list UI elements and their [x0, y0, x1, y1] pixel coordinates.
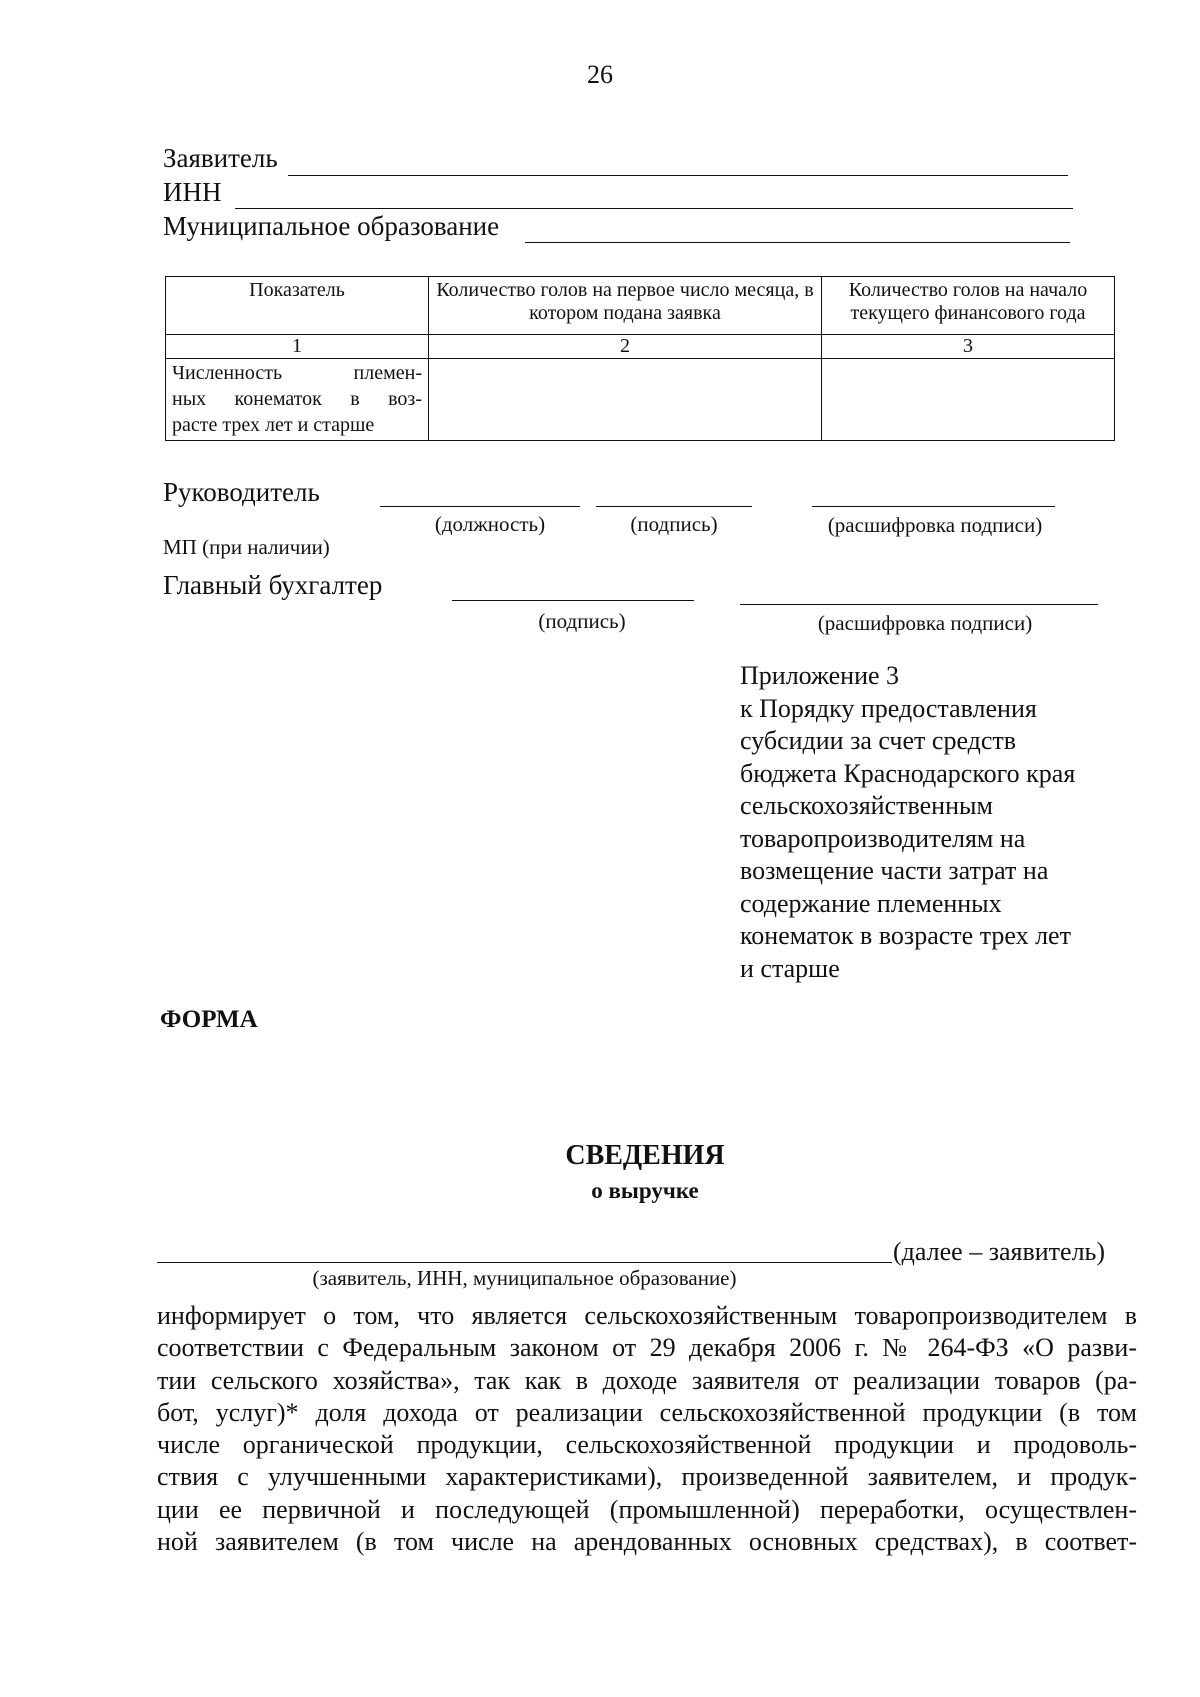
- body-line: ции ее первичной и последующей (промышленной) переработки, осуществлен-: [157, 1494, 1137, 1524]
- table-cell-empty: [822, 359, 1115, 441]
- municipality-line: [525, 242, 1070, 243]
- table-col-number: 2: [429, 335, 822, 359]
- decoding-caption: (расшифровка подписи): [827, 513, 1043, 537]
- table-header-count-year: Количество голов на начало текущего финансового года: [822, 277, 1115, 335]
- appendix-line: субсидии за счет средств: [740, 726, 1017, 755]
- inn-label: ИНН: [163, 177, 222, 207]
- appendix-line: бюджета Краснодарского края: [740, 758, 1076, 788]
- accountant-label: Главный бухгалтер: [163, 570, 383, 600]
- document-subtitle: о выручке: [591, 1178, 699, 1203]
- body-line: ствия с улучшенными характеристиками), произведенной заявителем, и продук-: [157, 1462, 1137, 1492]
- table-cell-empty: [429, 359, 822, 441]
- table-row-label: [166, 359, 429, 441]
- table-header-indicator: Показатель: [166, 277, 429, 335]
- inn-line: [235, 208, 1073, 209]
- head-label: Руководитель: [163, 477, 320, 507]
- body-paragraph: [157, 1300, 1137, 1558]
- row-label-line: ных конематок в воз-: [172, 388, 422, 410]
- body-line: ной заявителем (в том числе на арендованных основных средствах), в соответ-: [157, 1527, 1137, 1557]
- page-number: 26: [587, 60, 613, 89]
- table-col-number: 3: [822, 335, 1115, 359]
- stamp-label: МП (при наличии): [163, 535, 330, 559]
- applicant-suffix: (далее – заявитель): [893, 1237, 1106, 1266]
- row-label-line: расте трех лет и старше: [172, 414, 375, 436]
- applicant-label: Заявитель: [163, 143, 278, 173]
- body-line: числе органической продукции, сельскохозяйственной продукции и продоволь-: [157, 1430, 1137, 1460]
- appendix-block: [740, 660, 1140, 985]
- acc-signature-line: [452, 600, 694, 601]
- acc-decoding-line: [740, 604, 1098, 605]
- applicant-caption: (заявитель, ИНН, муниципальное образование): [312, 1266, 737, 1290]
- body-line: тии сельского хозяйства», так как в доходе заявителя от реализации товаров (ра-: [157, 1365, 1137, 1395]
- acc-signature-caption: (подпись): [538, 609, 626, 633]
- acc-decoding-caption: (расшифровка подписи): [817, 611, 1033, 635]
- appendix-line: возмещение части затрат на: [740, 856, 1049, 885]
- body-line: бот, услуг)* доля дохода от реализации сельскохозяйственной продукции (в том: [157, 1397, 1137, 1427]
- body-line: информирует о том, что является сельскохозяйственным товаропроизводителем в: [157, 1301, 1137, 1330]
- appendix-line: сельскохозяйственным: [740, 791, 993, 820]
- table-header-count-month: Количество голов на первое число месяца, в котором подана заявка: [429, 277, 822, 335]
- table-col-number: 1: [166, 335, 429, 359]
- signature-caption: (подпись): [630, 512, 718, 536]
- row-label-line: Численность племен-: [172, 362, 422, 384]
- decoding-line: [812, 506, 1055, 507]
- municipality-label: Муниципальное образование: [163, 211, 500, 241]
- applicant-fill-line: [157, 1262, 892, 1263]
- form-label: ФОРМА: [160, 1006, 258, 1033]
- applicant-line: [288, 175, 1068, 176]
- signature-line: [596, 506, 752, 507]
- appendix-line: и старше: [740, 953, 840, 983]
- body-line: соответствии с Федеральным законом от 29 декабря 2006 г. № 264-ФЗ «О разви-: [157, 1333, 1137, 1363]
- appendix-line: конематок в возрасте трех лет: [740, 921, 1071, 950]
- appendix-line: Приложение 3: [740, 661, 900, 690]
- appendix-line: к Порядку предоставления: [740, 693, 1037, 723]
- appendix-line: товаропроизводителям на: [740, 823, 1026, 853]
- appendix-line: содержание племенных: [740, 888, 1002, 918]
- livestock-table: [165, 276, 1115, 441]
- document-title: СВЕДЕНИЯ: [565, 1140, 725, 1171]
- position-caption: (должность): [434, 512, 546, 536]
- position-line: [380, 506, 580, 507]
